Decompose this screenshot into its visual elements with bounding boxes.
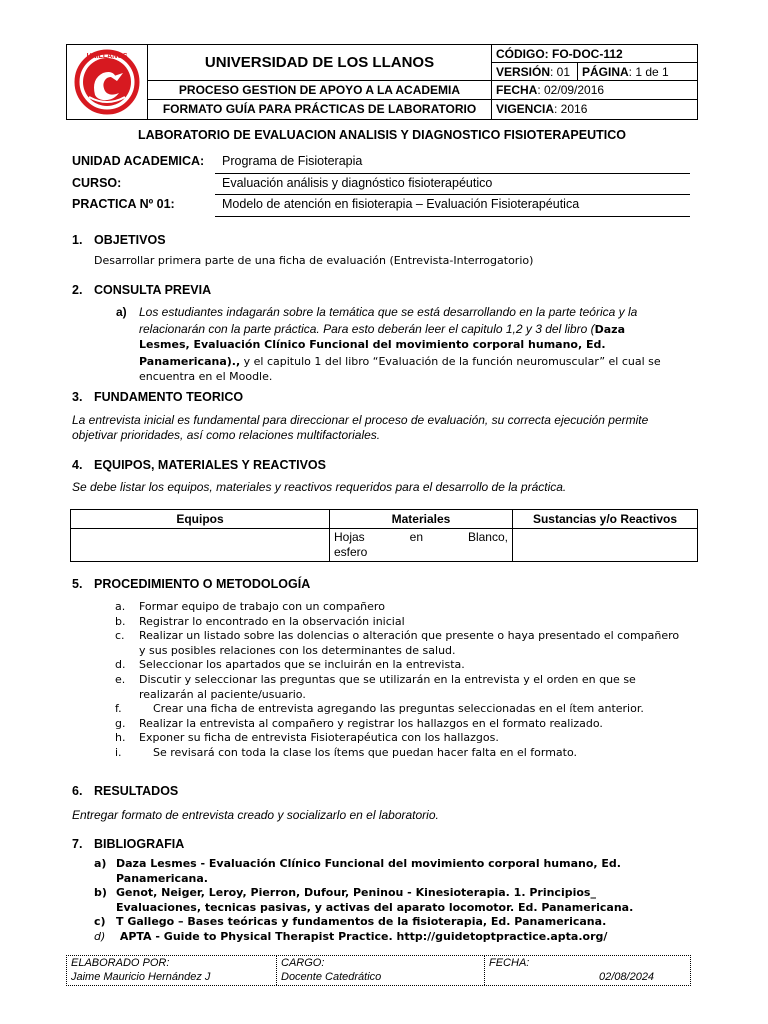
document-code: CÓDIGO: FO-DOC-112	[492, 45, 697, 63]
section-number: 1.	[72, 233, 83, 247]
procedure-item	[115, 746, 659, 761]
procedure-item-text: Se revisará con toda la clase los ítems que puedan hacer falta en el formato.	[139, 745, 578, 759]
section-number: 3.	[72, 390, 83, 404]
procedure-item-text: Seleccionar los apartados que se incluirán en la entrevista.	[139, 658, 465, 672]
procedure-item-text: Crear una ficha de entrevista agregando las preguntas seleccionadas en el ítem anterior.	[139, 702, 644, 716]
procedure-item-text: Exponer su ficha de entrevista Fisioterapéutica con los hallazgos.	[139, 731, 499, 745]
materials-word: Blanco,	[467, 530, 508, 544]
procedure-item	[115, 629, 680, 644]
section-number: 5.	[72, 577, 83, 591]
materials-word: en	[409, 530, 423, 544]
section-equipos-heading	[72, 458, 326, 472]
bibliography-item	[94, 930, 676, 945]
bibliography-item-text: Evaluaciones, tecnicas pasivas, y activas del aparato locomotor. Ed. Panamericana.	[116, 900, 634, 914]
procedure-item-letter: e.	[115, 672, 126, 686]
bibliography-item	[94, 901, 676, 916]
procedure-item-letter: g.	[115, 716, 126, 730]
unit-value: Programa de Fisioterapia	[222, 154, 363, 168]
bibliography-item	[94, 886, 676, 901]
document-header	[66, 44, 698, 120]
procedure-item-text: y sus posibles relaciones con los determinantes de salud.	[139, 643, 456, 657]
section-procedimiento-heading	[72, 577, 310, 591]
university-logo	[67, 45, 148, 119]
procedure-item	[115, 600, 659, 615]
course-value: Evaluación análisis y diagnóstico fisioterapéutico	[222, 176, 493, 190]
section-number: 4.	[72, 458, 83, 472]
bibliography-item-text: Daza Lesmes - Evaluación Clínico Funcional del movimiento corporal humano, Ed.	[116, 857, 621, 870]
section-title: RESULTADOS	[94, 784, 179, 798]
bibliography-item-text: Genot, Neiger, Leroy, Pierron, Dufour, Peninou - Kinesioterapia. 1. Principios_	[116, 886, 596, 900]
procedure-item-text: realizarán al paciente/usuario.	[139, 687, 306, 701]
section-resultados-heading	[72, 784, 178, 798]
section-title: FUNDAMENTO TEORICO	[94, 390, 244, 404]
footer-role	[277, 956, 485, 985]
footer-role-label: CARGO:	[281, 957, 325, 969]
page-info	[582, 63, 669, 81]
unillanos-logo-icon	[67, 45, 147, 119]
footer-role-value: Docente Catedrático	[281, 971, 382, 983]
footer-date	[485, 956, 690, 985]
procedure-item	[115, 731, 659, 746]
bibliography-item-letter: b)	[94, 886, 107, 900]
section-title: CONSULTA PREVIA	[94, 283, 212, 297]
procedure-item-letter: d.	[115, 658, 126, 672]
materials-table	[70, 509, 698, 562]
procedure-item-text: Realizar la entrevista al compañero y registrar los hallazgos en el formato realizado.	[139, 716, 603, 730]
version-page-divider	[577, 63, 578, 81]
procedure-item-letter: i.	[115, 745, 122, 759]
date-row	[492, 81, 697, 100]
logo-text: UNILLANOS	[86, 53, 128, 60]
materials-line	[334, 530, 508, 545]
procedure-item-letter: h.	[115, 731, 126, 745]
equipos-text: Se debe listar los equipos, materiales y reactivos requeridos para el desarrollo de la práctica.	[72, 480, 567, 494]
table-cell-sustancias	[513, 529, 698, 562]
practice-underline	[215, 216, 690, 217]
section-title: BIBLIOGRAFIA	[94, 837, 185, 851]
section-title: OBJETIVOS	[94, 233, 166, 247]
footer-date-value: 02/08/2024	[599, 971, 655, 983]
consulta-line: Lesmes, Evaluación Clínico Funcional del movimiento corporal humano, Ed.	[139, 338, 606, 351]
page-label: PÁGINA	[582, 65, 629, 79]
procedure-item-letter: f.	[115, 702, 122, 716]
procedure-item-letter	[115, 688, 139, 703]
consulta-text: y el capitulo 1 del libro “Evaluación de la función neuromuscular” el cual se	[240, 354, 661, 368]
practice-value: Modelo de atención en fisioterapia – Evaluación Fisioterapéutica	[222, 197, 580, 211]
table-cell-materiales	[330, 529, 513, 562]
bibliography-item-letter: a)	[94, 857, 107, 870]
procedure-list	[115, 600, 680, 761]
section-bibliografia-heading	[72, 837, 184, 851]
section-consulta-heading	[72, 283, 211, 297]
process-name: PROCESO GESTION DE APOYO A LA ACADEMIA	[148, 81, 492, 100]
procedure-item-letter: b.	[115, 614, 126, 628]
consulta-line	[139, 321, 699, 338]
section-objectives-heading	[72, 233, 166, 247]
format-name: FORMATO GUÍA PARA PRÁCTICAS DE LABORATORIO	[148, 100, 492, 119]
materials-word: Hojas	[334, 530, 365, 544]
validity-label: VIGENCIA	[496, 102, 555, 116]
bibliography-item-letter: d)	[94, 929, 106, 943]
procedure-item-text: Realizar un listado sobre las dolencias o alteración que presente o haya presentado el compañero	[139, 629, 680, 643]
procedure-item	[115, 702, 659, 717]
consulta-line: Los estudiantes indagarán sobre la temática que se está desarrollando en la parte teórica y la	[139, 305, 638, 319]
bibliography-item-text: Panamericana.	[116, 871, 208, 885]
objectives-text: Desarrollar primera parte de una ficha de evaluación (Entrevista-Interrogatorio)	[94, 254, 534, 267]
table-header-equipos: Equipos	[71, 510, 330, 529]
table-header-sustancias: Sustancias y/o Reactivos	[513, 510, 698, 529]
lab-title: LABORATORIO DE EVALUACION ANALISIS Y DIAGNOSTICO FISIOTERAPEUTICO	[138, 128, 626, 142]
consulta-line	[139, 353, 699, 370]
procedure-item-letter: a.	[115, 600, 126, 613]
unit-underline	[215, 173, 690, 174]
bibliography-item	[94, 872, 676, 887]
version-row	[492, 63, 697, 81]
section-number: 2.	[72, 283, 83, 297]
procedure-item-text: Registrar lo encontrado en la observación inicial	[139, 614, 405, 628]
section-title: PROCEDIMIENTO O METODOLOGÍA	[94, 577, 311, 591]
course-underline	[215, 194, 690, 195]
section-fundamento-heading	[72, 390, 243, 404]
consulta-text: relacionarán con la parte práctica. Para esto deberán leer el capitulo 1,2 y 3 del libro (	[139, 321, 595, 336]
unit-label: UNIDAD ACADEMICA:	[72, 154, 205, 168]
bibliography-item-letter	[94, 872, 116, 887]
bibliography-item-letter: c)	[94, 915, 106, 929]
procedure-item	[115, 717, 659, 732]
bibliography-item-text: T Gallego – Bases teóricas y fundamentos de la fisioterapia, Ed. Panamericana.	[116, 915, 607, 929]
procedure-item	[115, 673, 659, 688]
procedure-item-text: Discutir y seleccionar las preguntas que se utilizarán en la entrevista y el orden en que se	[139, 672, 636, 686]
date-value: : 02/09/2016	[537, 83, 605, 97]
section-number: 6.	[72, 784, 83, 798]
materials-line: esfero	[334, 545, 368, 559]
footer-made-by	[67, 956, 277, 985]
footer-made-by-label: ELABORADO POR:	[71, 957, 170, 969]
book-publisher: Panamericana).,	[139, 354, 241, 368]
resultados-text: Entregar formato de entrevista creado y socializarlo en el laboratorio.	[72, 808, 439, 822]
consulta-letter: a)	[116, 305, 127, 319]
table-row	[71, 529, 698, 562]
fundamento-line: La entrevista inicial es fundamental para direccionar el proceso de evaluación, su correcta ejecución permite	[72, 413, 649, 427]
fundamento-text	[72, 413, 698, 443]
bibliography-item-letter	[94, 901, 116, 916]
book-author: Daza	[594, 322, 625, 336]
validity-value: : 2016	[554, 102, 588, 116]
bibliography-item-text: APTA - Guide to Physical Therapist Practice. http://guidetoptpractice.apta.org/	[116, 929, 608, 943]
section-number: 7.	[72, 837, 83, 851]
version-value: : 01	[550, 65, 571, 79]
procedure-item	[115, 644, 659, 659]
procedure-item-text: Formar equipo de trabajo con un compañero	[139, 600, 385, 613]
date-label: FECHA	[496, 83, 538, 97]
course-label: CURSO:	[72, 176, 122, 190]
procedure-item	[115, 658, 659, 673]
fundamento-line: objetivar prioridades, así como relaciones multifactoriales.	[72, 428, 381, 442]
procedure-item	[115, 688, 659, 703]
table-header-materiales: Materiales	[330, 510, 513, 529]
version-label: VERSIÓN	[496, 65, 551, 79]
page-value: : 1 de 1	[628, 65, 669, 79]
bibliography-item	[94, 857, 676, 872]
bibliography-item	[94, 915, 676, 930]
section-title: EQUIPOS, MATERIALES Y REACTIVOS	[94, 458, 326, 472]
validity-row	[492, 100, 697, 119]
bibliography-list	[94, 857, 676, 945]
table-header-row	[71, 510, 698, 529]
consulta-paragraph	[139, 305, 699, 385]
procedure-item-letter	[115, 644, 139, 659]
table-cell-equipos	[71, 529, 330, 562]
practice-label: PRACTICA Nº 01:	[72, 197, 175, 211]
procedure-item-letter: c.	[115, 629, 125, 643]
consulta-line: encuentra en el Moodle.	[139, 370, 273, 383]
footer-date-label: FECHA:	[489, 957, 530, 969]
procedure-item	[115, 615, 659, 630]
document-footer	[66, 955, 691, 986]
university-name: UNIVERSIDAD DE LOS LLANOS	[148, 45, 492, 81]
footer-made-by-value: Jaime Mauricio Hernández J	[71, 971, 211, 983]
